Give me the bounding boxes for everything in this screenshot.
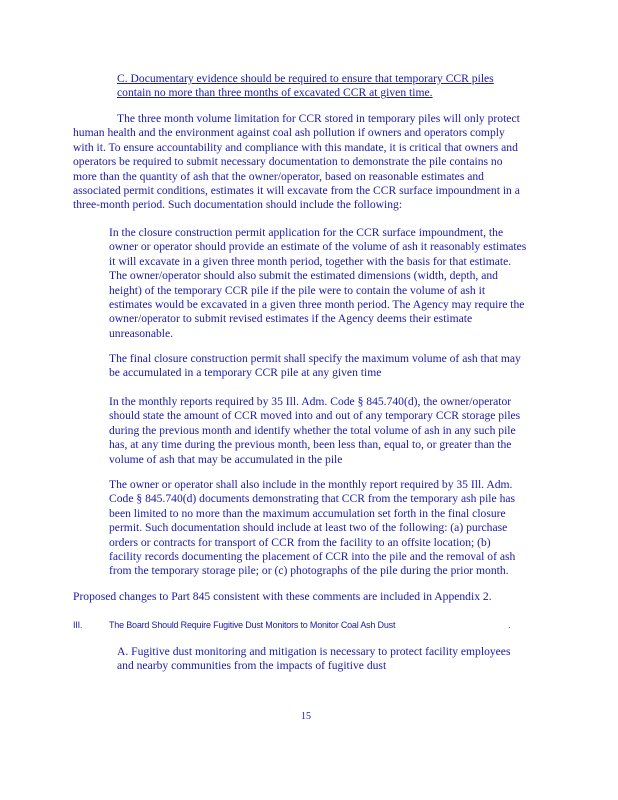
section-iii-trailing-period: . (508, 620, 511, 630)
section-a-line: and nearby communities from the impacts of fugitive dust (117, 659, 387, 673)
bullet-line: has, at any time during the previous month, been less than, equal to, or greater than the (109, 438, 512, 452)
bullet-line: permit. Such documentation should include at least two of the following: (a) purchase (109, 521, 508, 535)
bullet-line: during the previous month and identify whether the total volume of ash in any such pile (109, 423, 516, 437)
bullet-line: The owner/operator should also submit the estimated dimensions (width, depth, and (109, 269, 498, 283)
paragraph-line: with it. To ensure accountability and compliance with this mandate, it is critical that owners and (73, 140, 518, 154)
section-a-heading (117, 645, 510, 674)
bullet-line: In the monthly reports required by 35 Ill. Adm. Code § 845.740(d), the owner/operator (109, 395, 512, 408)
bullet-line: unreasonable. (109, 326, 174, 340)
bullet-line: it will excavate in a given three month period, together with the basis for that estimate. (109, 254, 512, 268)
bullet-line: In the closure construction permit application for the CCR surface impoundment, the (109, 226, 504, 239)
bullet-item (109, 226, 526, 341)
paragraph-line: associated permit conditions, estimates it will excavate from the CCR surface impoundment in a (73, 183, 520, 197)
bullet-line: owner or operator should provide an estimate of the volume of ash it reasonably estimates (109, 240, 527, 254)
bullet-item (109, 395, 520, 467)
paragraph-line: three-month period. Such documentation should include the following: (73, 198, 403, 212)
paragraph-line: The three month volume limitation for CCR stored in temporary piles will only protect (117, 112, 520, 125)
bullet-item (109, 478, 515, 579)
bullet-line: should state the amount of CCR moved into and out of any temporary CCR storage piles (109, 409, 521, 423)
bullet-line: facility records documenting the placement of CCR into the pile and the removal of ash (109, 549, 516, 563)
section-a-line: A. Fugitive dust monitoring and mitigation is necessary to protect facility employees (117, 645, 511, 658)
paragraph-line: human health and the environment against coal ash pollution if owners and operators comply (73, 126, 505, 140)
bullet-line: owner/operator to submit revised estimates if the Agency deems their estimate (109, 312, 473, 326)
bullet-item (109, 352, 521, 381)
paragraph-line: more than the quantity of ash that the owner/operator, based on reasonable estimates and (73, 169, 484, 183)
section-iii-numeral: III. (73, 620, 83, 630)
bullet-line: height) of the temporary CCR pile if the pile were to contain the volume of ash it (109, 283, 486, 297)
bullet-line: orders or contracts for transport of CCR from the facility to an offsite location; (b) (109, 535, 491, 549)
bullet-line: The owner or operator shall also include in the monthly report required by 35 Ill. Adm. (109, 478, 513, 491)
bullet-line: been limited to no more than the maximum accumulation set forth in the final closure (109, 506, 506, 520)
intro-paragraph (73, 112, 520, 213)
bullet-line: be accumulated in a temporary CCR pile at any given time (109, 366, 382, 380)
paragraph-line: Proposed changes to Part 845 consistent with these comments are included in Appendix 2. (73, 590, 492, 603)
page-number: 15 (301, 711, 311, 722)
section-iii-title: The Board Should Require Fugitive Dust Monitors to Monitor Coal Ash Dust (109, 620, 396, 630)
section-c-line: contain no more than three months of excavated CCR at given time. (117, 86, 433, 100)
bullet-line: volume of ash that may be accumulated in the pile (109, 452, 343, 466)
bullet-line: The final closure construction permit shall specify the maximum volume of ash that may (109, 352, 521, 365)
section-c-heading (117, 72, 494, 101)
paragraph-line: operators be required to submit necessary documentation to demonstrate the pile contains no (73, 155, 503, 169)
proposed-changes-note (73, 590, 492, 604)
bullet-line: estimates would be excavated in a given three month period. The Agency may require the (109, 297, 525, 311)
bullet-line: Code § 845.740(d) documents demonstrating that CCR from the temporary ash pile has (109, 492, 516, 506)
section-c-line: C. Documentary evidence should be required to ensure that temporary CCR piles (117, 72, 494, 85)
bullet-line: from the temporary storage pile; or (c) photographs of the pile during the prior month. (109, 564, 509, 578)
